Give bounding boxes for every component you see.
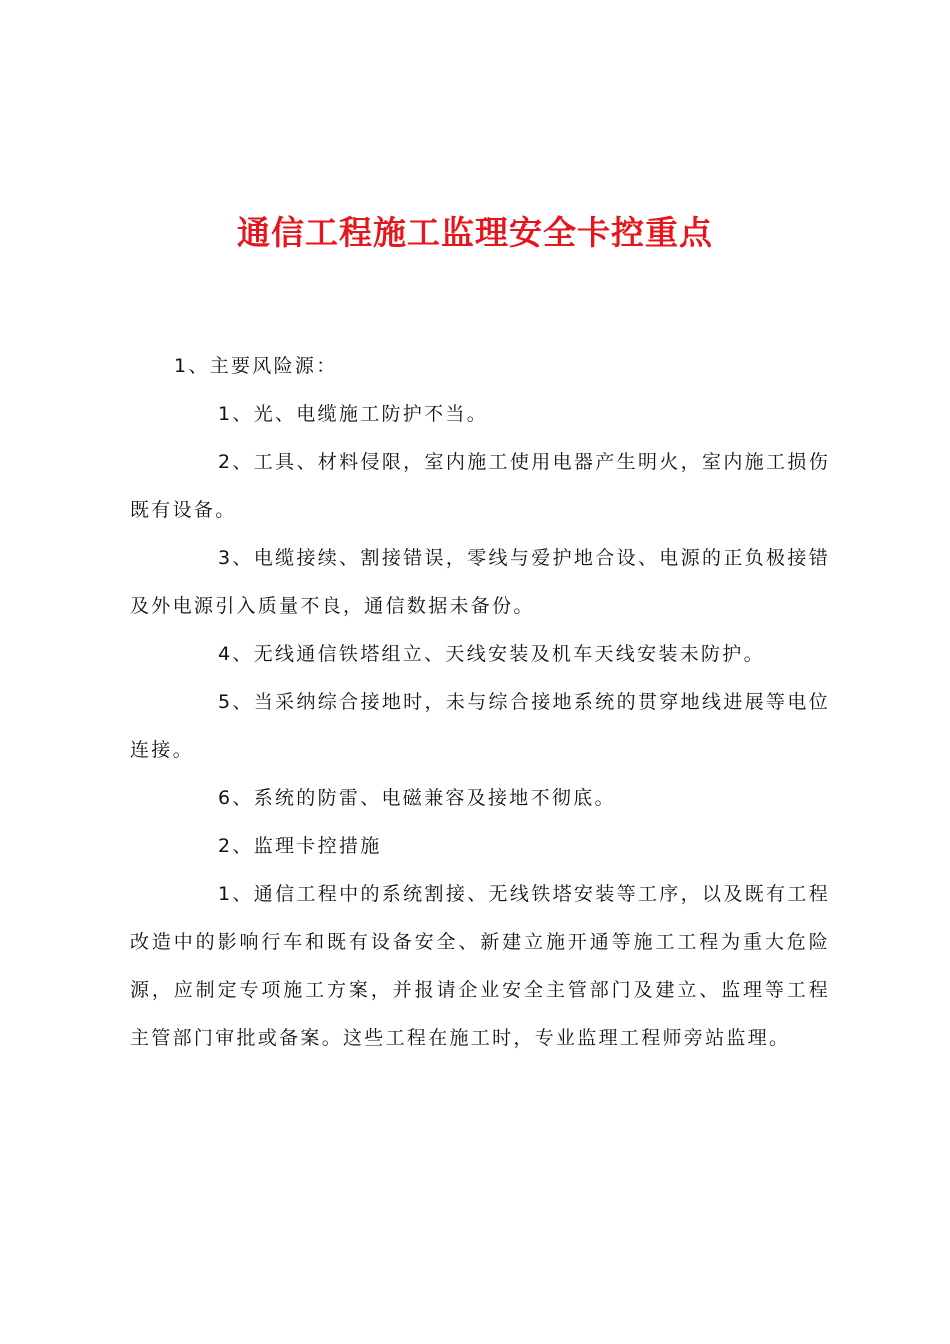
paragraph-risk-3: 3、电缆接续、割接错误，零线与爱护地合设、电源的正负极接错及外电源引入质量不良，通信数据未备份。 [130, 547, 830, 617]
paragraph-risk-2: 2、工具、材料侵限，室内施工使用电器产生明火，室内施工损伤既有设备。 [130, 451, 830, 521]
document-title: 通信工程施工监理安全卡控重点 [237, 213, 713, 252]
paragraph-risk-1: 1、光、电缆施工防护不当。 [218, 403, 488, 425]
paragraph-risk-5: 5、当采纳综合接地时，未与综合接地系统的贯穿地线进展等电位连接。 [130, 691, 830, 761]
document-body [130, 342, 830, 1062]
section-heading-control-measures: 2、监理卡控措施 [218, 835, 382, 857]
paragraph-risk-6: 6、系统的防雷、电磁兼容及接地不彻底。 [218, 787, 616, 809]
paragraph-risk-4: 4、无线通信铁塔组立、天线安装及机车天线安装未防护。 [218, 643, 765, 665]
paragraph-measure-1: 1、通信工程中的系统割接、无线铁塔安装等工序，以及既有工程改造中的影响行车和既有设备安全、新建立施开通等施工工程为重大危险源，应制定专项施工方案，并报请企业安全主管部门及建立、监理等工程主管部门审批或备案。这些工程在施工时，专业监理工程师旁站监理。 [130, 883, 830, 1049]
section-heading-risk-sources: 1、主要风险源： [174, 355, 338, 377]
